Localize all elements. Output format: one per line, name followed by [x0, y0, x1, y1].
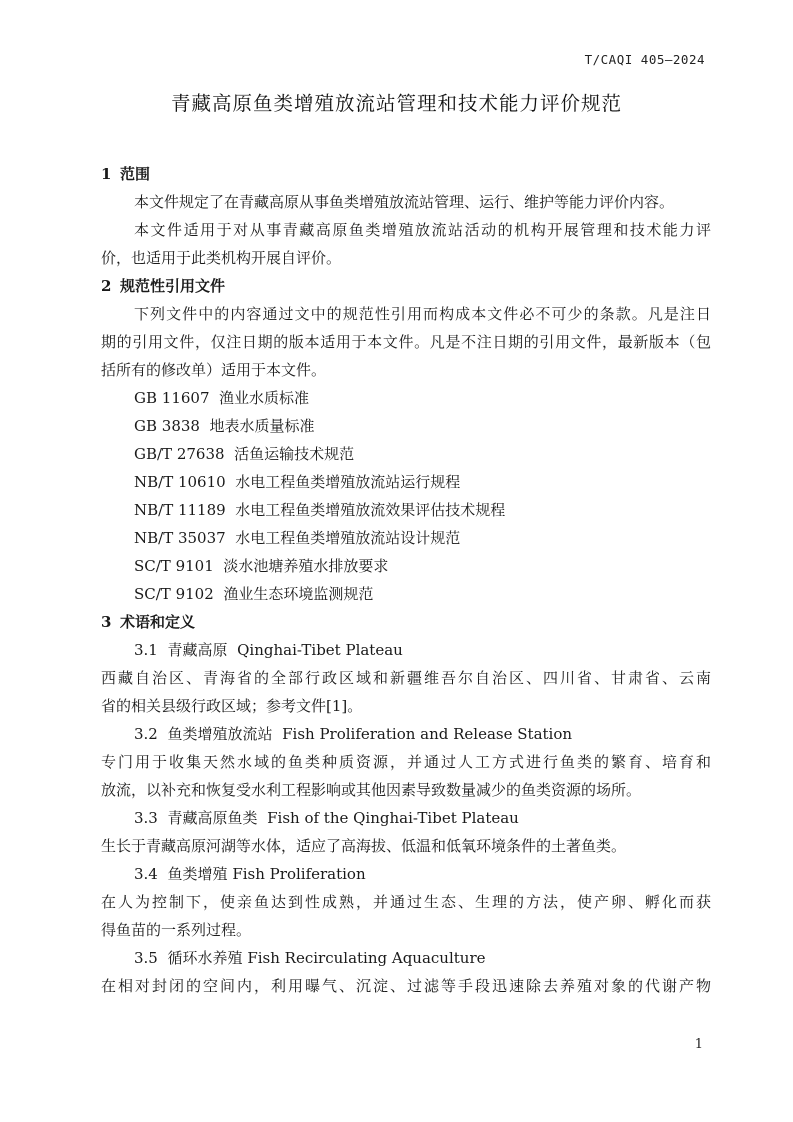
paragraph-line: 下列文件中的内容通过文中的规范性引用而构成本文件必不可少的条款。凡是注日 [134, 305, 711, 323]
definition-line: 放流，以补充和恢复受水利工程影响或其他因素导致数量减少的鱼类资源的场所。 [101, 781, 642, 799]
term-heading [101, 636, 711, 664]
reference-name: 活鱼运输技术规范 [234, 445, 355, 463]
term-en: Fish Proliferation and Release Station [282, 725, 573, 743]
definition-line: 在相对封闭的空间内，利用曝气、沉淀、过滤等手段迅速除去养殖对象的代谢产物 [101, 977, 711, 995]
reference-item [101, 552, 711, 580]
section-heading-normative-references [101, 272, 711, 300]
definition-line: 西藏自治区、青海省的全部行政区域和新疆维吾尔自治区、四川省、甘肃省、云南 [101, 669, 711, 687]
section-number: 1 [101, 165, 112, 183]
reference-item [101, 468, 711, 496]
definition-line: 在人为控制下，使亲鱼达到性成熟，并通过生态、生理的方法，使产卵、孵化而获 [101, 893, 711, 911]
reference-name: 淡水池塘养殖水排放要求 [223, 557, 389, 575]
reference-code: GB 3838 [134, 417, 200, 435]
reference-code: SC/T 9102 [134, 585, 214, 603]
reference-item [101, 440, 711, 468]
term-en: Fish of the Qinghai-Tibet Plateau [267, 809, 519, 827]
section-title: 术语和定义 [120, 613, 196, 631]
term-cn: 青藏高原鱼类 [167, 809, 258, 827]
page-number: 1 [694, 1037, 703, 1052]
reference-item [101, 524, 711, 552]
definition-line: 得鱼苗的一系列过程。 [101, 921, 252, 939]
reference-item [101, 580, 711, 608]
definition-line: 生长于青藏高原河湖等水体，适应了高海拔、低温和低氧环境条件的土著鱼类。 [101, 837, 627, 855]
paragraph-line: 价，也适用于此类机构开展自评价。 [101, 249, 342, 267]
term-number: 3.2 [134, 725, 158, 743]
term-heading [101, 804, 711, 832]
document-body [101, 160, 711, 1000]
reference-code: SC/T 9101 [134, 557, 214, 575]
reference-item [101, 384, 711, 412]
reference-name: 渔业水质标准 [219, 389, 310, 407]
paragraph-line: 期的引用文件，仅注日期的版本适用于本文件。凡是不注日期的引用文件，最新版本（包 [101, 333, 711, 351]
term-heading [101, 720, 711, 748]
term-number: 3.5 [134, 949, 158, 967]
paragraph-line: 括所有的修改单）适用于本文件。 [101, 361, 327, 379]
document-title: 青藏高原鱼类增殖放流站管理和技术能力评价规范 [170, 92, 622, 115]
section-number: 3 [101, 613, 112, 631]
section-heading-terms-and-definitions [101, 608, 711, 636]
term-number: 3.3 [134, 809, 158, 827]
reference-code: GB 11607 [134, 389, 210, 407]
term-cn: 鱼类增殖放流站 [167, 725, 273, 743]
reference-code: NB/T 35037 [134, 529, 226, 547]
term-en: Qinghai-Tibet Plateau [237, 641, 403, 659]
document-code: T/CAQI 405—2024 [584, 52, 705, 67]
reference-name: 地表水质量标准 [209, 417, 315, 435]
reference-code: NB/T 10610 [134, 473, 226, 491]
reference-name: 水电工程鱼类增殖放流效果评估技术规程 [235, 501, 506, 519]
term-number: 3.1 [134, 641, 158, 659]
reference-item [101, 412, 711, 440]
section-title: 范围 [120, 165, 151, 183]
section-heading-scope [101, 160, 711, 188]
term-cn: 循环水养殖 [167, 949, 243, 967]
definition-line: 省的相关县级行政区域；参考文件[1]。 [101, 697, 363, 715]
term-cn: 青藏高原 [167, 641, 228, 659]
term-number: 3.4 [134, 865, 158, 883]
reference-name: 水电工程鱼类增殖放流站运行规程 [235, 473, 461, 491]
term-en: Fish Proliferation [232, 865, 366, 883]
reference-code: GB/T 27638 [134, 445, 225, 463]
term-heading [101, 860, 711, 888]
reference-code: NB/T 11189 [134, 501, 226, 519]
paragraph-line: 本文件规定了在青藏高原从事鱼类增殖放流站管理、运行、维护等能力评价内容。 [134, 193, 675, 211]
term-heading [101, 944, 711, 972]
reference-name: 渔业生态环境监测规范 [223, 585, 374, 603]
paragraph-line: 本文件适用于对从事青藏高原鱼类增殖放流站活动的机构开展管理和技术能力评 [134, 221, 711, 239]
term-en: Fish Recirculating Aquaculture [247, 949, 486, 967]
reference-name: 水电工程鱼类增殖放流站设计规范 [235, 529, 461, 547]
section-title: 规范性引用文件 [120, 277, 226, 295]
definition-line: 专门用于收集天然水域的鱼类种质资源，并通过人工方式进行鱼类的繁育、培育和 [101, 753, 711, 771]
section-number: 2 [101, 277, 112, 295]
term-cn: 鱼类增殖 [167, 865, 228, 883]
reference-item [101, 496, 711, 524]
